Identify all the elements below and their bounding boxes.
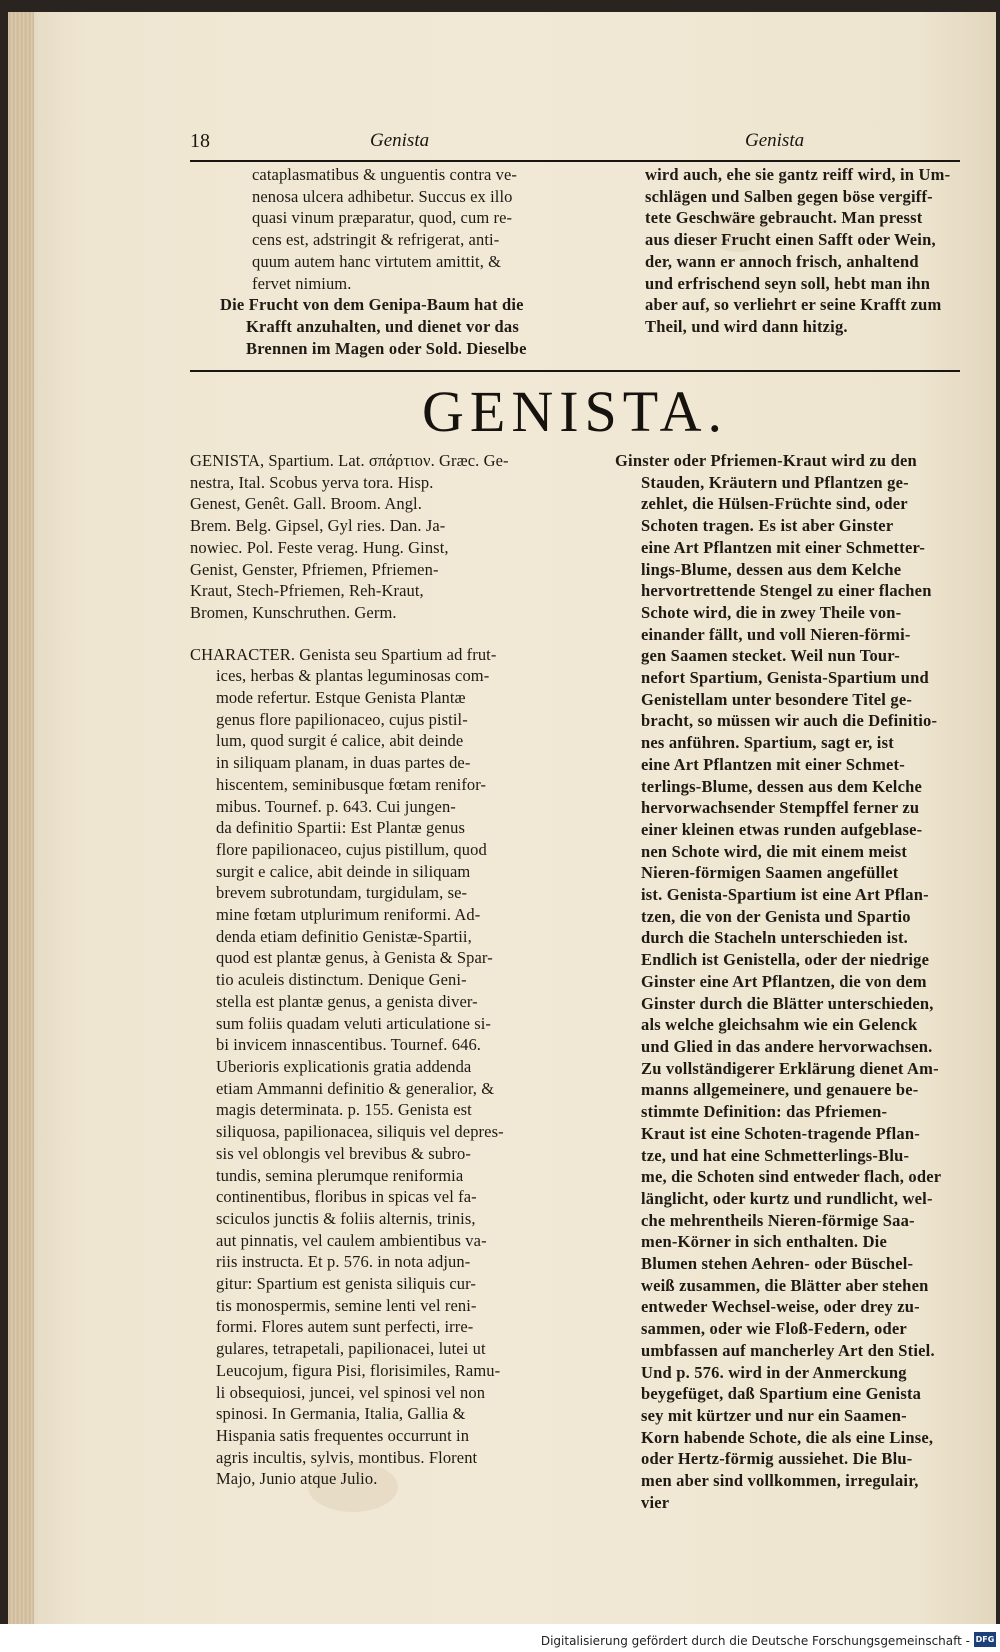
text-line: magis determinata. p. 155. Genista est bbox=[216, 1100, 472, 1120]
main-left-column bbox=[190, 450, 570, 1490]
text-line: Hispania satis frequentes occurrunt in bbox=[216, 1425, 470, 1445]
text-line: Bromen, Kunschruthen. Germ. bbox=[190, 602, 397, 622]
text-line: flore papilionaceo, cujus pistillum, quod bbox=[216, 839, 487, 859]
text-line: und Glied in das andere hervorwachsen. bbox=[641, 1036, 933, 1056]
text-line: Genistellam unter besondere Titel ge- bbox=[641, 689, 913, 709]
text-line: Korn habende Schote, die als eine Linse, bbox=[641, 1427, 934, 1447]
text-line: li obsequiosi, juncei, vel spinosi vel non bbox=[216, 1382, 486, 1402]
text-line: zehlet, die Hülsen-Früchte sind, oder bbox=[641, 494, 908, 514]
text-line: gulares, tetrapetali, papilionacei, lutei ut bbox=[216, 1339, 486, 1359]
text-line: tundis, semina plerumque reniformia bbox=[216, 1165, 464, 1185]
text-line: länglicht, oder kurtz und rundlicht, wel- bbox=[641, 1188, 933, 1208]
top-right-column bbox=[645, 164, 965, 338]
text-line: nestra, Ital. Scobus yerva tora. Hisp. bbox=[190, 472, 434, 492]
text-line: der, wann er annoch frisch, anhaltend bbox=[645, 251, 919, 271]
names-paragraph bbox=[190, 450, 570, 624]
text-line: lum, quod surgit é calice, abit deinde bbox=[216, 731, 464, 751]
text-line: Nieren-förmigen Saamen angefüllet bbox=[641, 863, 899, 883]
text-line: wird auch, ehe sie gantz reiff wird, in Um- bbox=[645, 165, 951, 184]
text-line: eine Art Pflantzen mit einer Schmet- bbox=[641, 754, 905, 774]
text-line: Zu vollständigerer Erklärung dienet Am- bbox=[641, 1058, 939, 1078]
text-line: spinosi. In Germania, Italia, Gallia & bbox=[216, 1404, 466, 1424]
text-line: tis monospermis, semine lenti vel reni- bbox=[216, 1295, 477, 1315]
text-line: bracht, so müssen wir auch die Definitio- bbox=[641, 711, 938, 731]
text-line: continentibus, floribus in spicas vel fa- bbox=[216, 1187, 477, 1207]
text-line: oder Hertz-förmig aussiehet. Die Blu- bbox=[641, 1449, 913, 1469]
text-line: quasi vinum præparatur, quod, cum re- bbox=[252, 208, 513, 228]
text-line: Schoten tragen. Es ist aber Ginster bbox=[641, 516, 894, 536]
text-line: cataplasmatibus & unguentis contra ve- bbox=[252, 165, 517, 184]
text-line: gen Saamen stecket. Weil nun Tour- bbox=[641, 646, 900, 666]
text-line: Brennen im Magen oder Sold. Dieselbe bbox=[246, 338, 527, 358]
text-line: hervortrettende Stengel zu einer flachen bbox=[641, 581, 932, 601]
text-line: eine Art Pflantzen mit einer Schmetter- bbox=[641, 537, 926, 557]
text-line: Leucojum, figura Pisi, florisimiles, Ramu- bbox=[216, 1360, 501, 1380]
running-head-left: Genista bbox=[370, 130, 430, 151]
text-line: da definitio Spartii: Est Plantæ genus bbox=[216, 818, 465, 838]
text-line: schlägen und Salben gegen böse vergiff- bbox=[645, 186, 933, 206]
page-header bbox=[190, 130, 960, 160]
text-line: als welche gleichsahm wie ein Gelenck bbox=[641, 1015, 918, 1035]
text-line: nefort Spartium, Genista-Spartium und bbox=[641, 668, 929, 688]
text-line: gitur: Spartium est genista siliquis cur- bbox=[216, 1274, 476, 1294]
text-line: Majo, Junio atque Julio. bbox=[216, 1469, 378, 1489]
text-line: Stauden, Kräutern und Pflantzen ge- bbox=[641, 472, 909, 492]
top-left-column bbox=[220, 164, 570, 359]
text-line: Uberioris explicationis gratia addenda bbox=[216, 1056, 472, 1076]
text-line: einander fällt, und voll Nieren-förmi- bbox=[641, 624, 911, 644]
footer-bar bbox=[0, 1624, 1000, 1652]
dfg-logo: DFG bbox=[974, 1632, 996, 1647]
text-line: tete Geschwäre gebraucht. Man presst bbox=[645, 208, 923, 228]
character-paragraph bbox=[190, 644, 570, 1490]
text-line: stimmte Definition: das Pfriemen- bbox=[641, 1102, 888, 1122]
text-line: stella est plantæ genus, a genista diver- bbox=[216, 991, 478, 1011]
text-line: Kraut, Stech-Pfriemen, Reh-Kraut, bbox=[190, 581, 424, 601]
text-line: bi invicem innascentibus. Tournef. 646. bbox=[216, 1035, 482, 1055]
text-line: Ginster eine Art Pflantzen, die von dem bbox=[641, 971, 927, 991]
top-left-german-text bbox=[220, 294, 570, 359]
text-line: sey mit kürtzer und nur ein Saamen- bbox=[641, 1405, 907, 1425]
text-line: riis instructa. Et p. 576. in nota adjun- bbox=[216, 1252, 471, 1272]
text-line: sum foliis quadam veluti articulatione si- bbox=[216, 1013, 492, 1033]
text-line: GENISTA, Spartium. Lat. σπάρτιον. Græc. Ge- bbox=[190, 451, 509, 470]
text-line: quod est plantæ genus, à Genista & Spar- bbox=[216, 948, 493, 968]
text-line: etiam Ammanni definitio & generalior, & bbox=[216, 1078, 495, 1098]
text-line: tio aculeis distinctum. Denique Geni- bbox=[216, 970, 467, 990]
text-line: quum autem hanc virtutem amittit, & bbox=[252, 251, 502, 271]
text-line: mine fœtam utplurimum reniformi. Ad- bbox=[216, 905, 481, 925]
text-line: aus dieser Frucht einen Safft oder Wein, bbox=[645, 230, 936, 250]
text-line: lings-Blume, dessen aus dem Kelche bbox=[641, 559, 902, 579]
text-line: Krafft anzuhalten, und dienet vor das bbox=[246, 316, 519, 336]
top-right-german-text bbox=[645, 164, 965, 338]
top-left-latin-text bbox=[220, 164, 570, 294]
text-line: brevem subrotundam, turgidulam, se- bbox=[216, 883, 468, 903]
text-line: vier bbox=[641, 1492, 670, 1512]
text-line: Brem. Belg. Gipsel, Gyl ries. Dan. Ja- bbox=[190, 516, 446, 536]
text-line: Die Frucht von dem Genipa-Baum hat die bbox=[220, 295, 524, 315]
text-line: Blumen stehen Aehren- oder Büschel- bbox=[641, 1254, 914, 1274]
text-line: agris incultis, sylvis, montibus. Florent bbox=[216, 1447, 478, 1467]
text-line: denda etiam definitio Genistæ-Spartii, bbox=[216, 926, 472, 946]
main-right-column bbox=[615, 450, 965, 1513]
text-line: CHARACTER. Genista seu Spartium ad frut- bbox=[190, 644, 497, 664]
text-line: men-Körner in sich enthalten. Die bbox=[641, 1232, 887, 1252]
text-line: Ginster oder Pfriemen-Kraut wird zu den bbox=[615, 451, 917, 470]
text-line: sciculos junctis & foliis alternis, trinis, bbox=[216, 1208, 476, 1228]
text-line: weiß zusammen, die Blätter aber stehen bbox=[641, 1275, 929, 1295]
german-description-paragraph bbox=[615, 450, 965, 1513]
page-number: 18 bbox=[190, 130, 210, 152]
text-line: me, die Schoten sind entweder flach, oder bbox=[641, 1167, 942, 1187]
text-line: Und p. 576. wird in der Anmerckung bbox=[641, 1362, 907, 1382]
text-line: mibus. Tournef. p. 643. Cui jungen- bbox=[216, 796, 456, 816]
text-line: Genest, Genêt. Gall. Broom. Angl. bbox=[190, 494, 422, 514]
text-line: nenosa ulcera adhibetur. Succus ex illo bbox=[252, 186, 513, 206]
text-line: men aber sind vollkommen, irregulair, bbox=[641, 1471, 919, 1491]
text-line: Genist, Genster, Pfriemen, Pfriemen- bbox=[190, 559, 439, 579]
article-title: GENISTA. bbox=[422, 379, 728, 444]
text-line: durch die Stacheln unterschieden ist. bbox=[641, 928, 908, 948]
text-line: nes anführen. Spartium, sagt er, ist bbox=[641, 733, 894, 753]
text-line: hervorwachsender Stempffel ferner zu bbox=[641, 798, 920, 818]
text-line: terlings-Blume, dessen aus dem Kelche bbox=[641, 776, 923, 796]
section-rule bbox=[190, 370, 960, 372]
text-line: che mehrentheils Nieren-förmige Saa- bbox=[641, 1210, 915, 1230]
running-head-right: Genista bbox=[745, 130, 805, 151]
text-line: tze, und hat eine Schmetterlings-Blu- bbox=[641, 1145, 910, 1165]
text-line: sis vel oblongis vel brevibus & subro- bbox=[216, 1143, 471, 1163]
text-line: nen Schote wird, die mit einem meist bbox=[641, 841, 908, 861]
text-line: mode refertur. Estque Genista Plantæ bbox=[216, 688, 466, 708]
text-line: beygefüget, daß Spartium eine Genista bbox=[641, 1384, 922, 1404]
text-line: sammen, oder wie Floß-Federn, oder bbox=[641, 1319, 907, 1339]
text-line: formi. Flores autem sunt perfecti, irre- bbox=[216, 1317, 474, 1337]
text-line: Ginster durch die Blätter unterschieden, bbox=[641, 993, 934, 1013]
text-line: einer kleinen etwas runden aufgeblase- bbox=[641, 819, 923, 839]
text-line: Theil, und wird dann hitzig. bbox=[645, 316, 848, 336]
text-line: surgit e calice, abit deinde in siliquam bbox=[216, 861, 471, 881]
text-line: fervet nimium. bbox=[252, 273, 352, 293]
text-line: manns allgemeinere, und genauere be- bbox=[641, 1080, 919, 1100]
text-line: ist. Genista-Spartium ist eine Art Pflan- bbox=[641, 885, 929, 905]
text-line: genus flore papilionaceo, cujus pistil- bbox=[216, 709, 468, 729]
text-line: Endlich ist Genistella, oder der niedrige bbox=[641, 950, 930, 970]
text-line: cens est, adstringit & refrigerat, anti- bbox=[252, 230, 500, 250]
text-line: aut pinnatis, vel caulem ambientibus va- bbox=[216, 1230, 487, 1250]
text-line: Schote wird, die in zwey Theile von- bbox=[641, 602, 902, 622]
text-line: hiscentem, seminibusque fœtam renifor- bbox=[216, 774, 487, 794]
text-line: siliquosa, papilionacea, siliquis vel depres- bbox=[216, 1122, 504, 1142]
header-rule bbox=[190, 160, 960, 162]
text-line: in siliquam planam, in duas partes de- bbox=[216, 753, 471, 773]
text-line: entweder Wechsel-weise, oder drey zu- bbox=[641, 1297, 920, 1317]
page-edge-shadow bbox=[8, 12, 34, 1624]
text-line: und erfrischend seyn soll, hebt man ihn bbox=[645, 273, 931, 293]
text-line: Kraut ist eine Schoten-tragende Pflan- bbox=[641, 1123, 920, 1143]
text-line: nowiec. Pol. Feste verag. Hung. Ginst, bbox=[190, 537, 449, 557]
funding-note: Digitalisierung gefördert durch die Deutsche Forschungsgemeinschaft - bbox=[540, 1634, 970, 1648]
text-line: tzen, die von der Genista und Spartio bbox=[641, 906, 911, 926]
text-line: aber auf, so verliehrt er seine Krafft zum bbox=[645, 295, 942, 315]
text-line: umbfassen auf mancherley Art den Stiel. bbox=[641, 1340, 935, 1360]
text-line: ices, herbas & plantas leguminosas com- bbox=[216, 666, 490, 686]
